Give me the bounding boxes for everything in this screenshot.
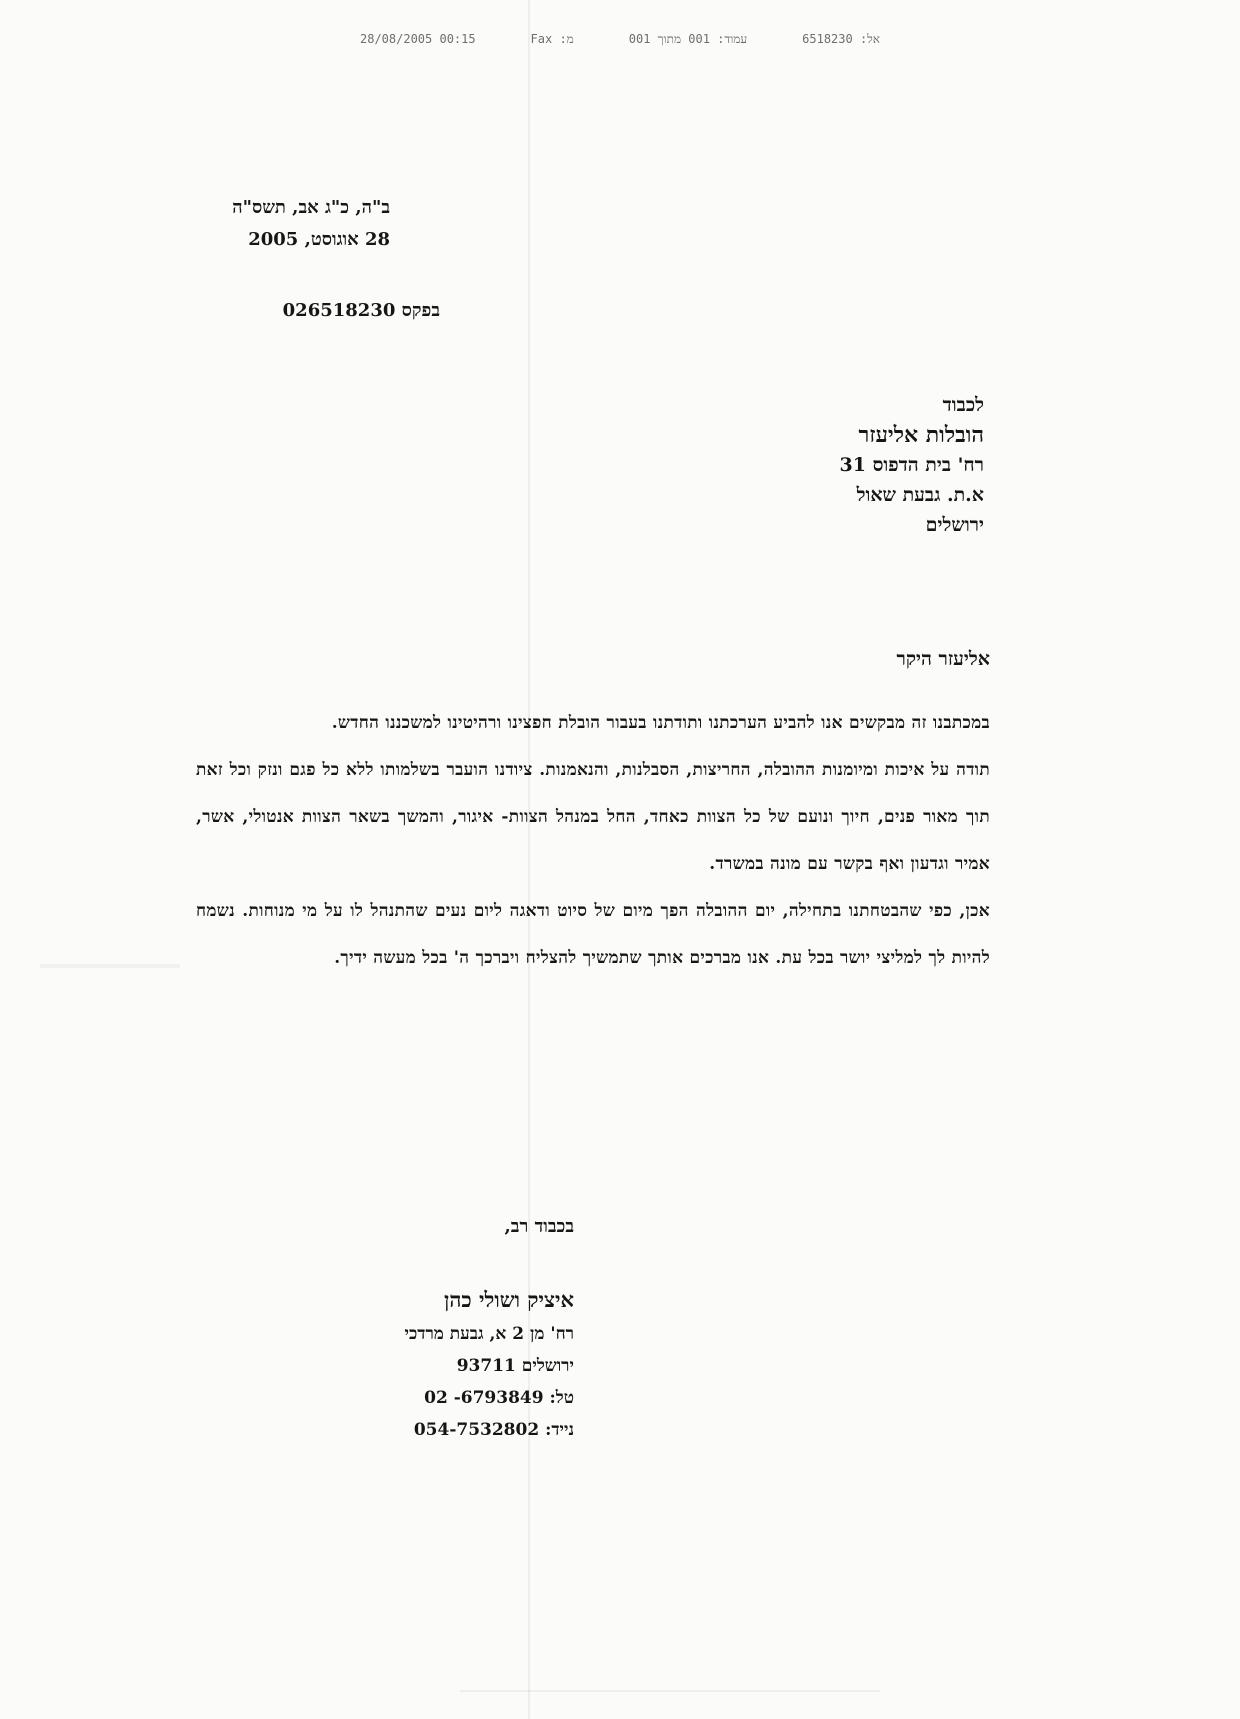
scan-smudge (40, 964, 180, 968)
recipient-block (840, 390, 985, 540)
mobile-label: נייד: (545, 1420, 574, 1440)
signature-phone-line (405, 1382, 574, 1414)
date-block (232, 192, 390, 256)
recipient-area: א.ת. גבעת שאול (856, 484, 984, 506)
signature-block (405, 1212, 574, 1446)
recipient-name: הובלות אליעזר (858, 422, 984, 448)
salutation: אליעזר היקר (896, 648, 990, 670)
body-paragraph-2: תודה על איכות ומיומנות ההובלה, החריצות, הסבלנות, והנאמנות. ציודנו הועבר בשלמותו ללא כל פגם ונזק וכל זאת תוך מאור פנים, חיוך ונועם של כל הצוות כאחד, החל במנהל הצוות- איגור, והמשך בשאר הצוות אנטולי, אשר, אמיר וגדעון ואף בקשר עם מונה במשרד. (196, 760, 990, 874)
recipient-street: רח' בית הדפוס 31 (839, 454, 984, 476)
signature-street: רח' מן 2 א, גבעת מרדכי (404, 1324, 574, 1344)
scan-line (460, 1690, 880, 1692)
signature-city-line (405, 1350, 574, 1382)
hebrew-date: ב"ה, כ"ג אב, תשס"ה (232, 197, 390, 218)
recipient-city: ירושלים (925, 514, 984, 536)
letter-body (196, 700, 990, 982)
fax-datetime: 28/08/2005 00:15 (360, 32, 476, 46)
fax-header (360, 32, 880, 47)
fax-page-info: עמוד: 001 מתוך 001 (628, 32, 748, 46)
signature-name: איציק ושולי כהן (444, 1287, 574, 1312)
recipient-honorific: לכבוד (942, 394, 984, 416)
fax-number-line: בפקס 026518230 (282, 300, 440, 321)
gregorian-date: 28 אוגוסט, 2005 (248, 229, 390, 250)
signature-mobile-line (405, 1414, 574, 1446)
fax-from: מ: Fax (530, 32, 574, 46)
phone-label: טל: (549, 1388, 574, 1408)
body-paragraph-3: אכן, כפי שהבטחתנו בתחילה, יום ההובלה הפך מיום של סיוט ודאגה ליום נעים שהתנהל לו על מי מנוחות. נשמח להיות לך למליצי יושר בכל עת. אנו מברכים אותך שתמשיך להצליח ויברכך ה' בכל מעשה ידיך. (196, 901, 990, 968)
signature-zip: 93711 (456, 1356, 516, 1376)
fax-to: אל: 6518230 (802, 32, 880, 46)
signature-closing: בכבוד רב, (504, 1216, 574, 1237)
phone-number: 02 -6793849 (424, 1388, 544, 1408)
signature-city: ירושלים (521, 1356, 574, 1376)
body-paragraph-1: במכתבנו זה מבקשים אנו להביע הערכתנו ותודתנו בעבור הובלת חפצינו ורהיטינו למשכננו החדש. (331, 713, 990, 733)
mobile-number: 054-7532802 (413, 1420, 540, 1440)
